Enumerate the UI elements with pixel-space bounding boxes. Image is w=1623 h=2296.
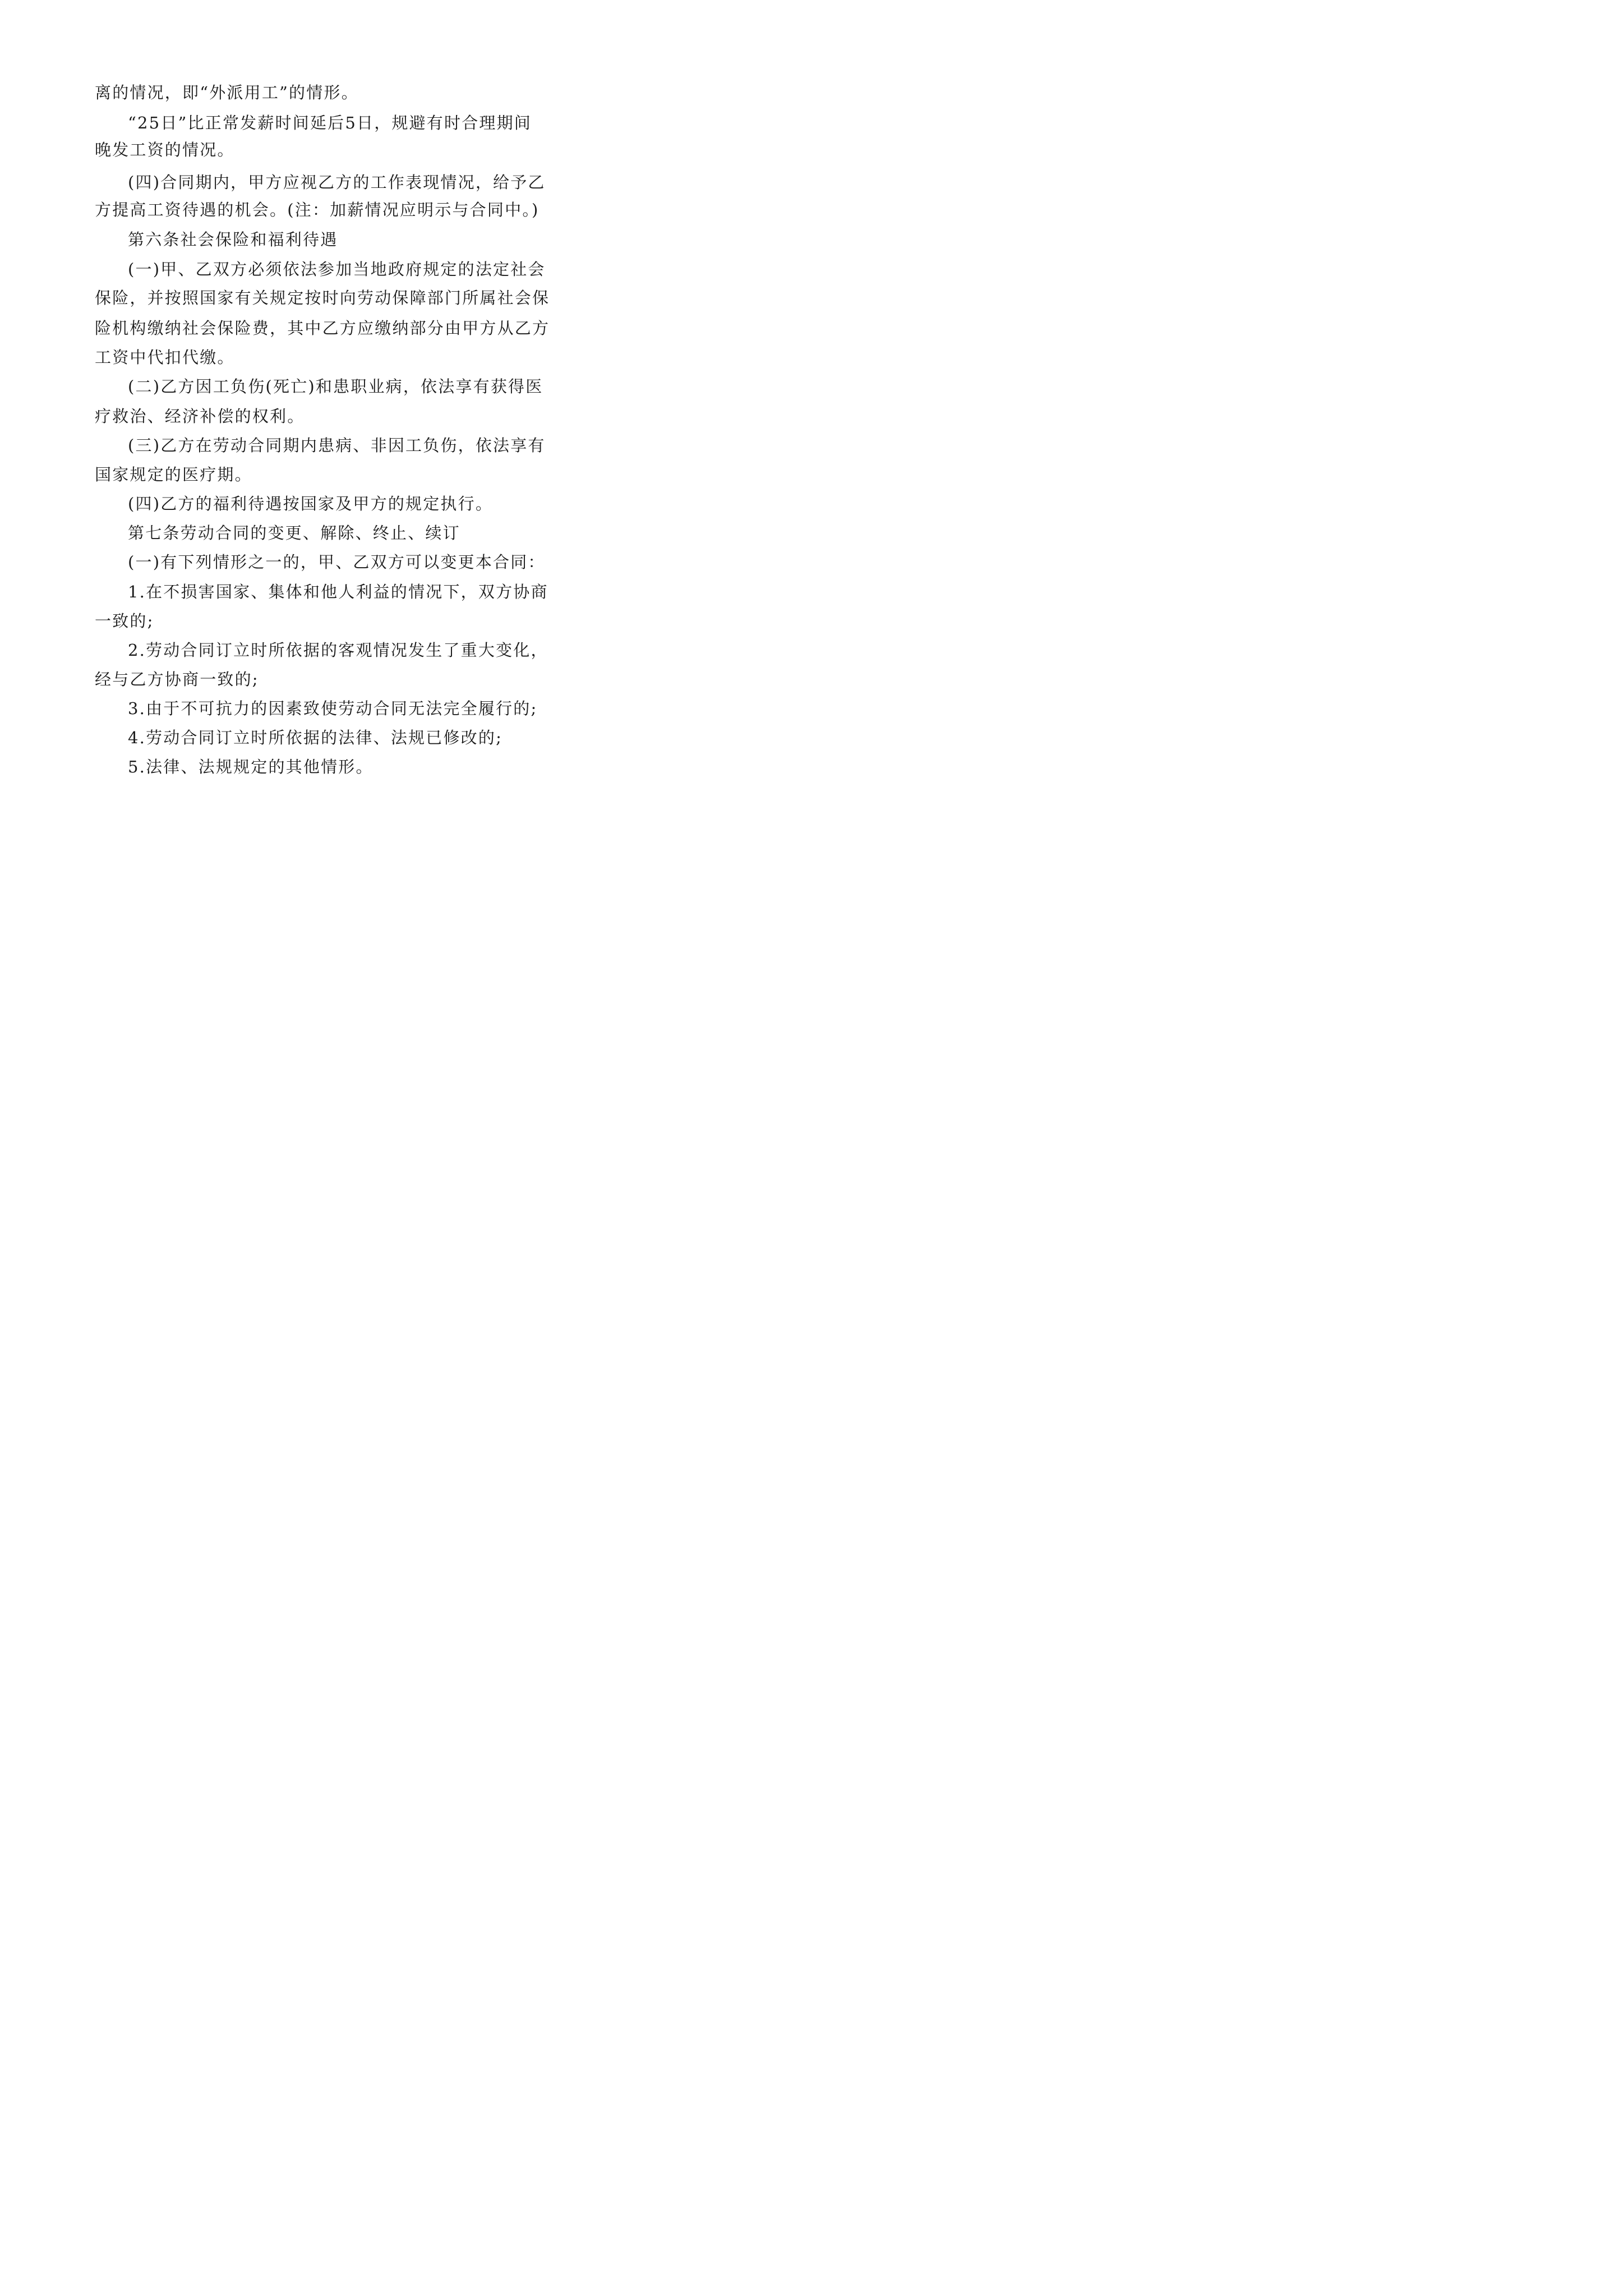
text-line: 方提高工资待遇的机会。(注：加薪情况应明示与合同中。) — [95, 200, 540, 219]
text-line: 疗救治、经济补偿的权利。 — [95, 407, 305, 426]
text-line: 1.在不损害国家、集体和他人利益的情况下，双方协商 — [128, 582, 548, 601]
text-line: 4.劳动合同订立时所依据的法律、法规已修改的; — [128, 728, 503, 747]
text-line: (一)有下列情形之一的，甲、乙双方可以变更本合同： — [128, 553, 546, 572]
text-line: 经与乙方协商一致的; — [95, 670, 259, 689]
text-line: 保险，并按照国家有关规定按时向劳动保障部门所属社会保 — [95, 288, 550, 307]
text-line: 2.劳动合同订立时所依据的客观情况发生了重大变化， — [128, 641, 548, 660]
text-line: 晚发工资的情况。 — [95, 140, 235, 159]
text-line: 离的情况，即“外派用工”的情形。 — [95, 83, 359, 102]
section-heading: 第六条社会保险和福利待遇 — [128, 230, 338, 249]
text-line: (四)合同期内，甲方应视乙方的工作表现情况，给予乙 — [128, 173, 546, 192]
text-line: 5.法律、法规规定的其他情形。 — [128, 757, 374, 776]
text-line: 工资中代扣代缴。 — [95, 348, 235, 367]
text-line: “25日”比正常发薪时间延后5日，规避有时合理期间 — [128, 113, 532, 132]
text-line: (四)乙方的福利待遇按国家及甲方的规定执行。 — [128, 494, 494, 513]
text-line: (二)乙方因工负伤(死亡)和患职业病，依法享有获得医 — [128, 377, 543, 396]
text-line: 3.由于不可抗力的因素致使劳动合同无法完全履行的; — [128, 699, 538, 718]
text-line: (三)乙方在劳动合同期内患病、非因工负伤，依法享有 — [128, 436, 546, 455]
text-line: 一致的; — [95, 611, 154, 631]
text-line: 国家规定的医疗期。 — [95, 465, 252, 484]
text-line: 险机构缴纳社会保险费，其中乙方应缴纳部分由甲方从乙方 — [95, 319, 550, 338]
text-line: (一)甲、乙双方必须依法参加当地政府规定的法定社会 — [128, 260, 546, 279]
section-heading: 第七条劳动合同的变更、解除、终止、续订 — [128, 523, 460, 542]
document-page — [0, 0, 617, 872]
